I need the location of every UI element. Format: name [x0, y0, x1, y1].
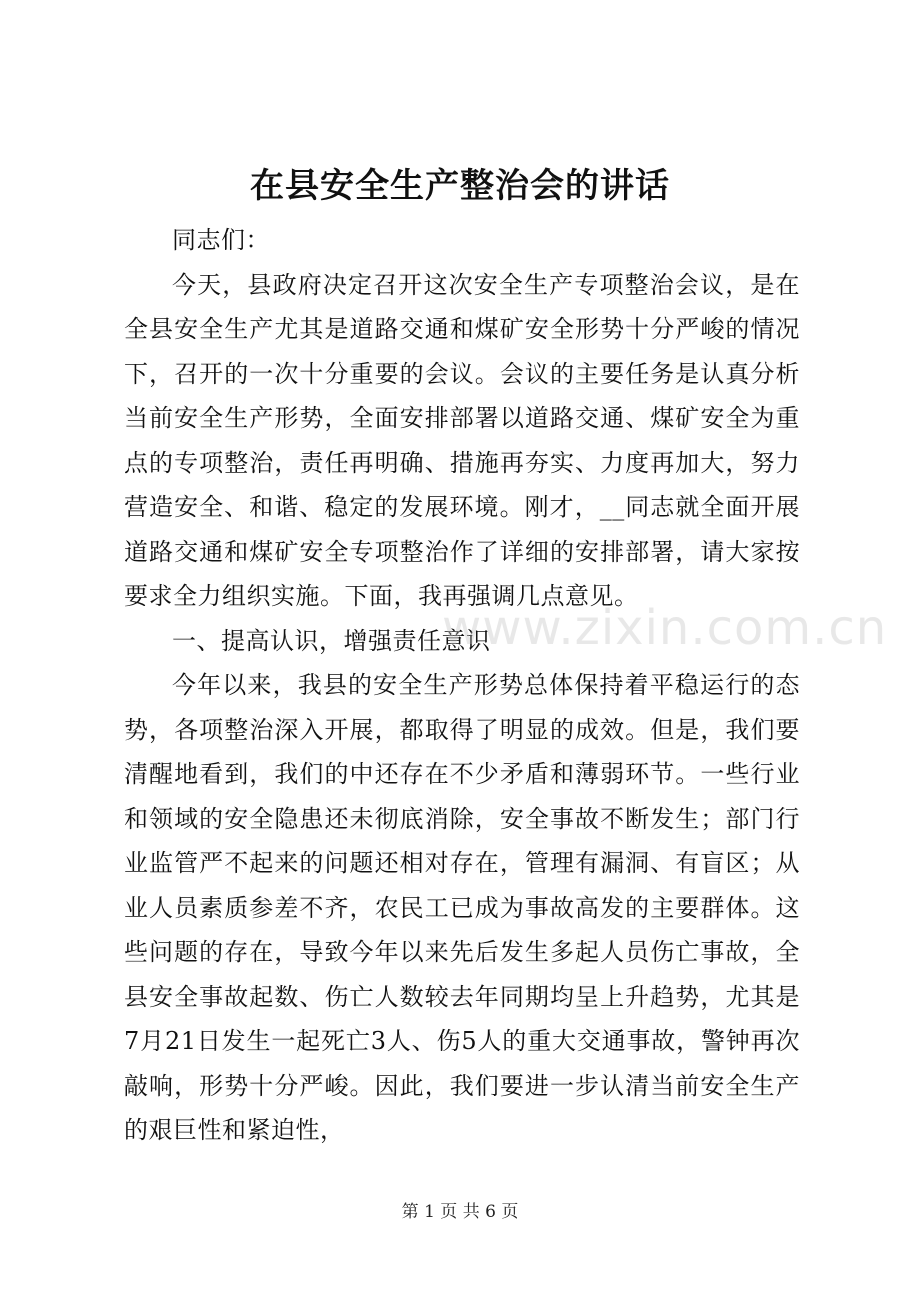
watermark: www.zixin.com.cn	[442, 600, 888, 656]
document-body	[124, 218, 800, 1153]
section-heading-1: 一、提高认识，增强责任意识	[172, 626, 491, 655]
document-title: 在县安全生产整治会的讲话	[250, 166, 670, 206]
salutation-paragraph: 同志们：	[172, 226, 270, 254]
section-1-paragraph: 今年以来，我县的安全生产形势总体保持着平稳运行的态势，各项整治深入开展，都取得了明显的成效。但是，我们要清醒地看到，我们的中还存在不少矛盾和薄弱环节。一些行业和领域的安全隐患还未彻底消除，安全事故不断发生；部门行业监管严不起来的问题还相对存在，管理有漏洞、有盲区；从业人员素质参差不齐，农民工已成为事故高发的主要群体。这些问题的存在，导致今年以来先后发生多起人员伤亡事故，全县安全事故起数、伤亡人数较去年同期均呈上升趋势，尤其是7月21日发生一起死亡3人、伤5人的重大交通事故，警钟再次敲响，形势十分严峻。因此，我们要进一步认清当前安全生产的艰巨性和紧迫性，	[124, 671, 800, 1144]
page-footer: 第 1 页 共 6 页	[401, 1202, 519, 1222]
intro-paragraph: 今天，县政府决定召开这次安全生产专项整治会议，是在全县安全生产尤其是道路交通和煤矿安全形势十分严峻的情况下，召开的一次十分重要的会议。会议的主要任务是认真分析当前安全生产形势，全面安排部署以道路交通、煤矿安全为重点的专项整治，责任再明确、措施再夯实、力度再加大，努力营造安全、和谐、稳定的发展环境。刚才，__同志就全面开展道路交通和煤矿安全专项整治作了详细的安排部署，请大家按要求全力组织实施。下面，我再强调几点意见。	[124, 270, 800, 610]
